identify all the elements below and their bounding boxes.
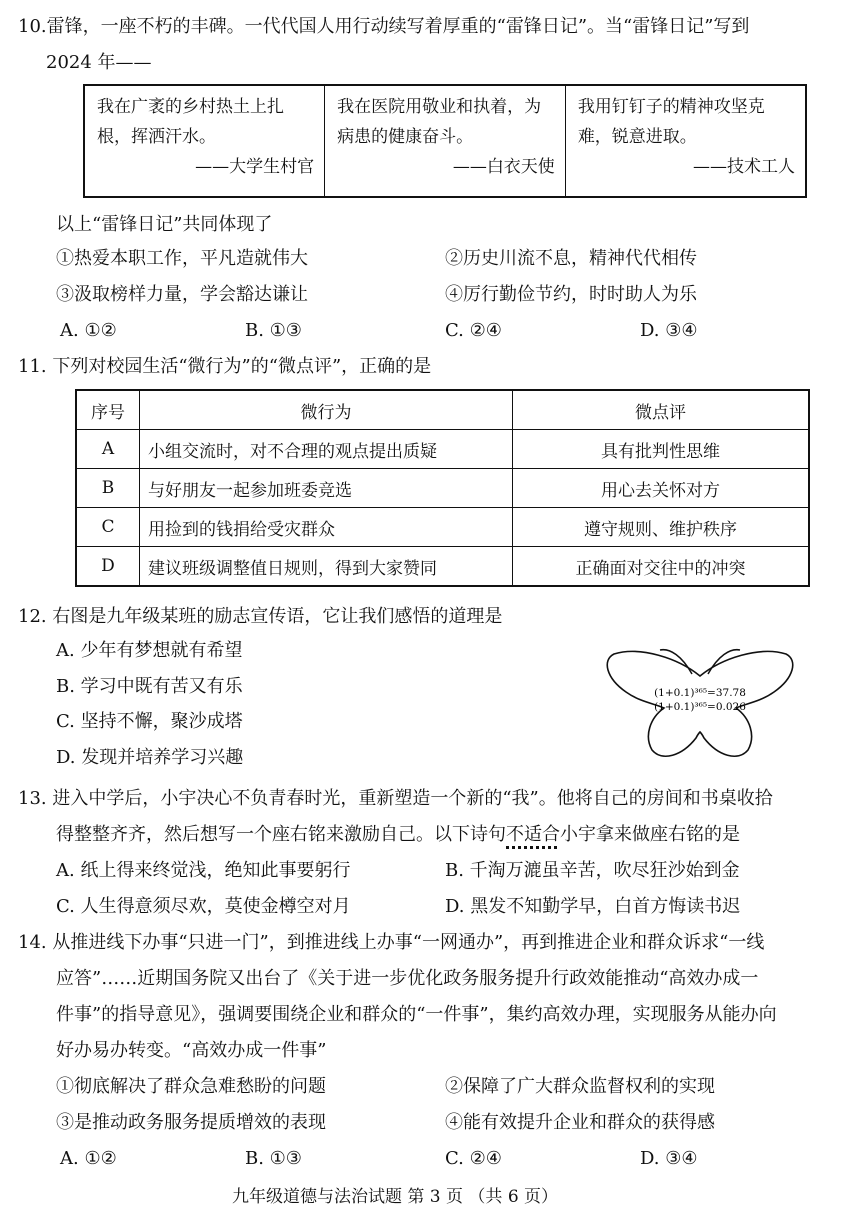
q10-option-b[interactable]: B. ①③ xyxy=(245,320,302,341)
row-action: 建议班级调整值日规则，得到大家赞同 xyxy=(140,547,513,587)
row-id: C xyxy=(76,508,140,547)
figure-formula-2: (1+0.1)³⁶⁵=0.026 xyxy=(654,701,746,713)
figure-formula-1: (1+0.1)³⁶⁵=37.78 xyxy=(654,687,746,699)
header-action: 微行为 xyxy=(140,390,513,430)
q11-stem: 11. 下列对校园生活“微行为”的“微点评”，正确的是 xyxy=(18,356,432,377)
page-footer: 九年级道德与法治试题 第 3 页 （共 6 页） xyxy=(232,1187,559,1207)
q10-item-2: ②历史川流不息，精神代代相传 xyxy=(445,248,697,269)
diary-entry-text: 我在医院用敬业和执着，为病患的健康奋斗。 xyxy=(337,97,542,147)
q10-item-3: ③汲取榜样力量，学会豁达谦让 xyxy=(56,284,308,305)
row-action: 与好朋友一起参加班委竞选 xyxy=(140,469,513,508)
q10-item-1: ①热爱本职工作，平凡造就伟大 xyxy=(56,248,308,269)
butterfly-figure xyxy=(600,638,800,768)
q14-option-c[interactable]: C. ②④ xyxy=(445,1148,502,1169)
diary-entry-text: 我在广袤的乡村热土上扎根，挥洒汗水。 xyxy=(97,97,284,147)
row-id: A xyxy=(76,430,140,469)
q10-option-c[interactable]: C. ②④ xyxy=(445,320,502,341)
q13-stem-line1: 13. 进入中学后，小宇决心不负青春时光，重新塑造一个新的“我”。他将自己的房间和书桌收拾 xyxy=(18,788,773,809)
q14-option-b[interactable]: B. ①③ xyxy=(245,1148,302,1169)
q13-stem-line2 xyxy=(56,822,740,848)
q14-item-2: ②保障了广大群众监督权利的实现 xyxy=(445,1076,715,1097)
q12-option-a[interactable]: A. 少年有梦想就有希望 xyxy=(56,640,243,661)
row-comment: 具有批判性思维 xyxy=(513,430,810,469)
q13-option-b[interactable]: B. 千淘万漉虽辛苦，吹尽狂沙始到金 xyxy=(445,860,740,881)
q14-item-4: ④能有效提升企业和群众的获得感 xyxy=(445,1112,715,1133)
q14-item-1: ①彻底解决了群众急难愁盼的问题 xyxy=(56,1076,326,1097)
diary-entry-sign: ——技术工人 xyxy=(693,157,795,177)
q14-option-a[interactable]: A. ①② xyxy=(60,1148,117,1169)
q14-stem-line1: 14. 从推进线下办事“只进一门”，到推进线上办事“一网通办”，再到推进企业和群众诉求“一线 xyxy=(18,932,765,953)
q13-option-a[interactable]: A. 纸上得来终觉浅，绝知此事要躬行 xyxy=(56,860,351,881)
q13-option-d[interactable]: D. 黑发不知勤学早，白首方悔读书迟 xyxy=(445,896,741,917)
row-comment: 正确面对交往中的冲突 xyxy=(513,547,810,587)
header-id: 序号 xyxy=(76,390,140,430)
diary-entry-text: 我用钉钉子的精神攻坚克难，锐意进取。 xyxy=(577,97,765,147)
table-row xyxy=(76,469,809,508)
q14-stem-line2: 应答”……近期国务院又出台了《关于进一步优化政务服务提升行政效能推动“高效办成一 xyxy=(56,968,759,989)
q12-option-c[interactable]: C. 坚持不懈，聚沙成塔 xyxy=(56,711,243,732)
diary-entry-sign: ——大学生村官 xyxy=(195,157,315,177)
header-comment: 微点评 xyxy=(513,390,810,430)
q13-stem-emphasis: 不适合 xyxy=(506,824,560,845)
row-comment: 用心去关怀对方 xyxy=(513,469,810,508)
q12-option-b[interactable]: B. 学习中既有苦又有乐 xyxy=(56,676,243,697)
row-comment: 遵守规则、维护秩序 xyxy=(513,508,810,547)
row-action: 用捡到的钱捐给受灾群众 xyxy=(140,508,513,547)
table-header-row xyxy=(76,390,809,430)
q12-stem: 12. 右图是九年级某班的励志宣传语，它让我们感悟的道理是 xyxy=(18,606,503,627)
q10-option-d[interactable]: D. ③④ xyxy=(640,320,698,341)
q13-option-c[interactable]: C. 人生得意须尽欢，莫使金樽空对月 xyxy=(56,896,351,917)
row-id: D xyxy=(76,547,140,587)
table-row xyxy=(76,508,809,547)
q10-diary-table xyxy=(83,84,807,198)
q10-stem-line2: 2024 年—— xyxy=(46,52,152,73)
diary-entry-3 xyxy=(565,85,806,197)
diary-entry-2 xyxy=(325,85,566,197)
q12-option-d[interactable]: D. 发现并培养学习兴趣 xyxy=(56,747,244,768)
q14-option-d[interactable]: D. ③④ xyxy=(640,1148,698,1169)
q10-stem-line1: 10.雷锋，一座不朽的丰碑。一代代国人用行动续写着厚重的“雷锋日记”。当“雷锋日记”写到 xyxy=(18,16,750,37)
row-id: B xyxy=(76,469,140,508)
q10-item-4: ④厉行勤俭节约，时时助人为乐 xyxy=(445,284,697,305)
table-row xyxy=(76,430,809,469)
row-action: 小组交流时，对不合理的观点提出质疑 xyxy=(140,430,513,469)
diary-entry-sign: ——白衣天使 xyxy=(452,157,555,177)
q13-stem-post: 小宇拿来做座右铭的是 xyxy=(560,824,740,845)
q14-item-3: ③是推动政务服务提质增效的表现 xyxy=(56,1112,326,1133)
q14-stem-line3: 件事”的指导意见》，强调要围绕企业和群众的“一件事”，集约高效办理，实现服务从能办向 xyxy=(56,1004,777,1025)
table-row xyxy=(76,547,809,587)
q10-option-a[interactable]: A. ①② xyxy=(60,320,117,341)
q11-table xyxy=(75,389,810,587)
q13-stem-pre: 得整整齐齐，然后想写一个座右铭来激励自己。以下诗句 xyxy=(56,824,506,845)
q10-question: 以上“雷锋日记”共同体现了 xyxy=(56,214,273,235)
diary-entry-1 xyxy=(84,85,325,197)
q14-stem-line4: 好办易办转变。“高效办成一件事” xyxy=(56,1040,327,1061)
